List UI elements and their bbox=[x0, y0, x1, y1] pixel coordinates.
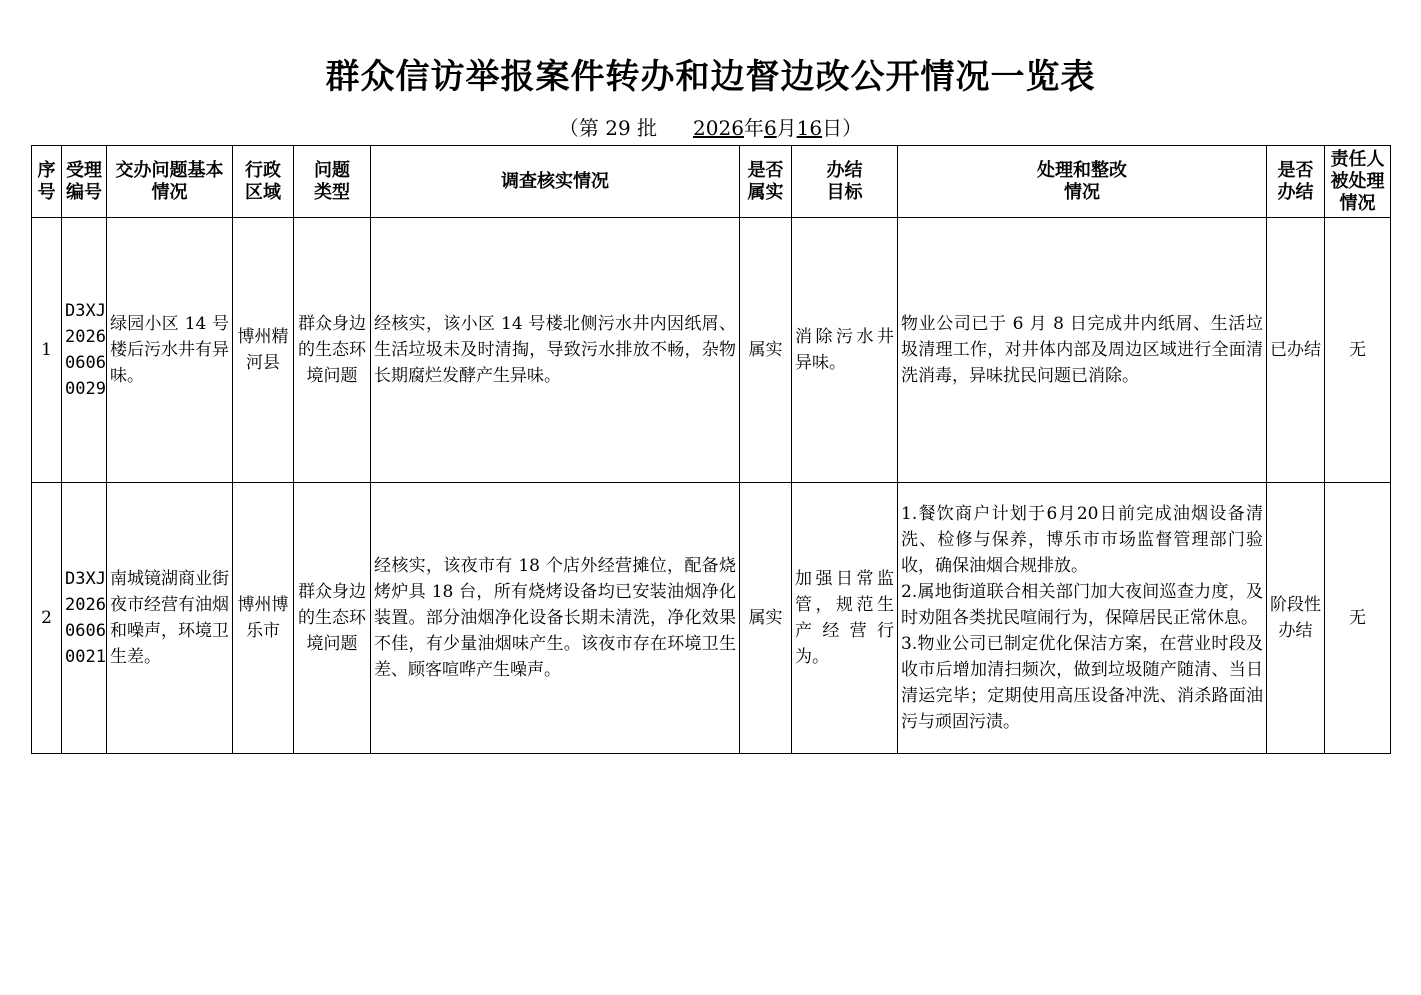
row-issue: 南城镜湖商业街夜市经营有油烟和噪声，环境卫生差。 bbox=[107, 483, 233, 754]
row-closed: 阶段性办结 bbox=[1267, 483, 1325, 754]
row-closed: 已办结 bbox=[1267, 218, 1325, 483]
row-responsible: 无 bbox=[1325, 483, 1391, 754]
row-case-no: D3XJ 2026 0606 0029 bbox=[62, 218, 107, 483]
header-region: 行政 区域 bbox=[233, 146, 294, 218]
case-table bbox=[31, 145, 1391, 754]
date-year: 2026 bbox=[693, 116, 744, 140]
row-investigation: 经核实，该夜市有 18 个店外经营摊位，配备烧烤炉具 18 台，所有烧烤设备均已安装油烟净化装置。部分油烟净化设备长期未清洗，净化效果不佳，有少量油烟味产生。该夜市存在环境卫生差、顾客喧哗产生噪声。 bbox=[371, 483, 740, 754]
header-investigation: 调查核实情况 bbox=[371, 146, 740, 218]
batch-number: （第 29 批 bbox=[558, 116, 658, 140]
header-responsible: 责任人 被处理 情况 bbox=[1325, 146, 1391, 218]
row-issue: 绿园小区 14 号楼后污水井有异味。 bbox=[107, 218, 233, 483]
row-verified: 属实 bbox=[740, 218, 792, 483]
row-type: 群众身边的生态环境问题 bbox=[294, 218, 371, 483]
row-case-no: D3XJ 2026 0606 0021 bbox=[62, 483, 107, 754]
row-verified: 属实 bbox=[740, 483, 792, 754]
date-month: 6 bbox=[763, 116, 777, 140]
row-region: 博州博乐市 bbox=[233, 483, 294, 754]
row-action: 物业公司已于 6 月 8 日完成井内纸屑、生活垃圾清理工作，对井体内部及周边区域进行全面清洗消毒，异味扰民问题已消除。 bbox=[898, 218, 1267, 483]
date-day-suffix: 日） bbox=[822, 116, 863, 140]
date-day: 16 bbox=[796, 116, 823, 140]
date-year-suffix: 年 bbox=[743, 116, 764, 140]
row-action: 1.餐饮商户计划于6月20日前完成油烟设备清洗、检修与保养，博乐市市场监督管理部门验收，确保油烟合规排放。 2.属地街道联合相关部门加大夜间巡查力度，及时劝阻各类扰民喧闹行为，保障居民正常休息。 3.物业公司已制定优化保洁方案，在营业时段及收市后增加清扫频次，做到垃圾随产随清、当日清运完毕；定期使用高压设备冲洗、消杀路面油污与顽固污渍。 bbox=[898, 483, 1267, 754]
row-region: 博州精河县 bbox=[233, 218, 294, 483]
table-row bbox=[32, 483, 1391, 754]
page-title: 群众信访举报案件转办和边督边改公开情况一览表 bbox=[325, 57, 1096, 97]
date-month-suffix: 月 bbox=[776, 116, 797, 140]
row-goal: 加强日常监管，规范生产经营行为。 bbox=[792, 483, 898, 754]
row-goal: 消除污水井异味。 bbox=[792, 218, 898, 483]
header-action: 处理和整改 情况 bbox=[898, 146, 1267, 218]
row-type: 群众身边的生态环境问题 bbox=[294, 483, 371, 754]
row-index: 1 bbox=[32, 218, 62, 483]
header-goal: 办结 目标 bbox=[792, 146, 898, 218]
header-case-no: 受理 编号 bbox=[62, 146, 107, 218]
header-issue: 交办问题基本 情况 bbox=[107, 146, 233, 218]
header-verified: 是否 属实 bbox=[740, 146, 792, 218]
header-type: 问题 类型 bbox=[294, 146, 371, 218]
header-index: 序 号 bbox=[32, 146, 62, 218]
table-header-row bbox=[32, 146, 1391, 218]
table-row bbox=[32, 218, 1391, 483]
batch-subtitle bbox=[0, 114, 1421, 142]
row-investigation: 经核实，该小区 14 号楼北侧污水井内因纸屑、生活垃圾未及时清掏，导致污水排放不畅，杂物长期腐烂发酵产生异味。 bbox=[371, 218, 740, 483]
header-closed: 是否 办结 bbox=[1267, 146, 1325, 218]
row-responsible: 无 bbox=[1325, 218, 1391, 483]
row-index: 2 bbox=[32, 483, 62, 754]
